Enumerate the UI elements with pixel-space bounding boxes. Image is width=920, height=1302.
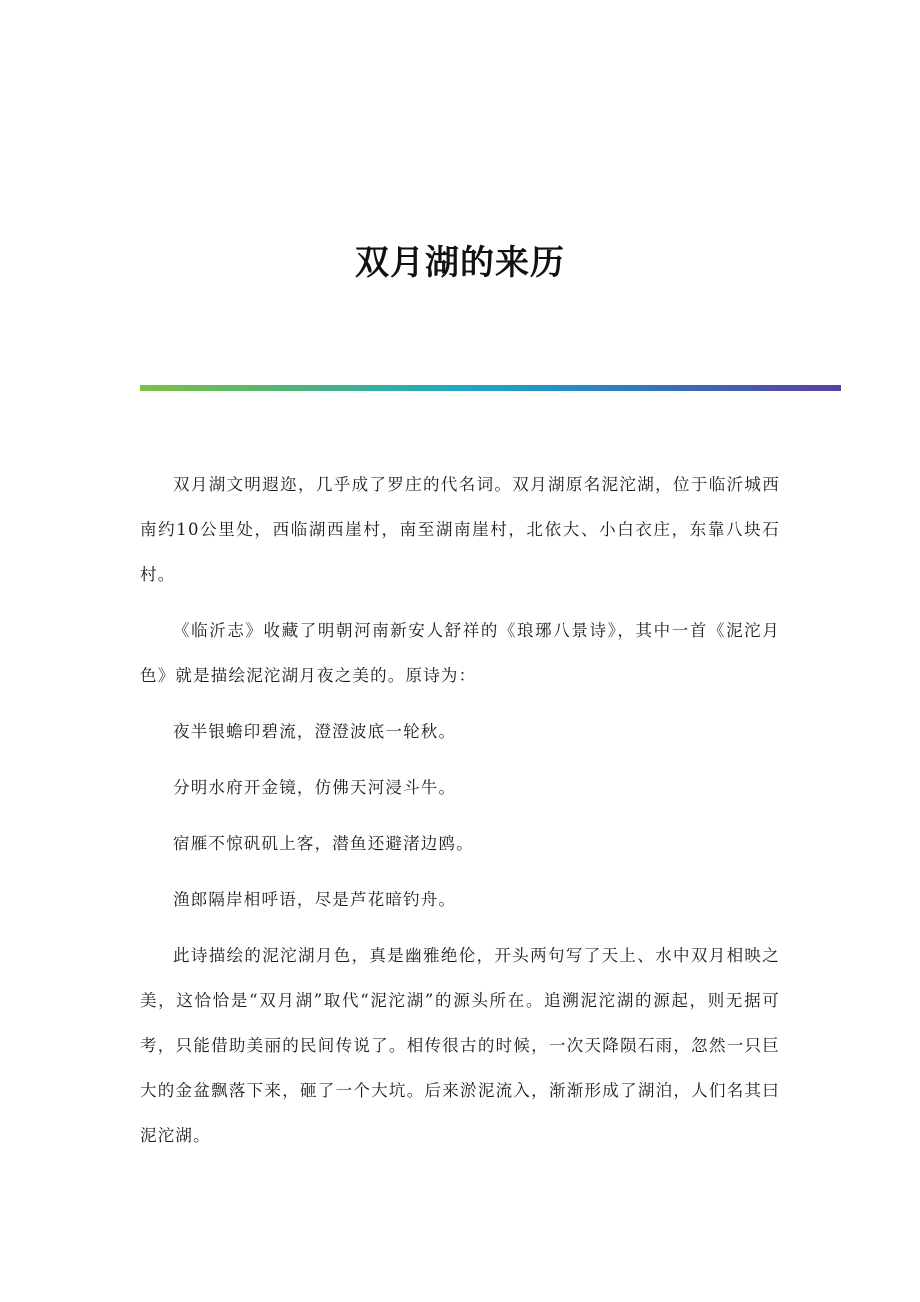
poem-line-4: 渔郎隔岸相呼语，尽是芦花暗钓舟。 [173, 890, 457, 909]
paragraph-intro: 双月湖文明遐迩，几乎成了罗庄的代名词。双月湖原名泥沱湖，位于临沂城西南约10公里处，西临湖西崖村，南至湖南崖村，北依大、小白衣庄，东靠八块石村。 [140, 475, 780, 584]
page-title: 双月湖的来历 [355, 242, 565, 283]
poem-line-1: 夜半银蟾印碧流，澄澄波底一轮秋。 [173, 722, 457, 741]
paragraph-legend: 此诗描绘的泥沱湖月色，真是幽雅绝伦，开头两句写了天上、水中双月相映之美，这恰恰是“双月湖”取代“泥沱湖”的源头所在。追溯泥沱湖的源起，则无据可考，只能借助美丽的民间传说了。相传很古的时候，一次天降陨石雨，忽然一只巨大的金盆飘落下来，砸了一个大坑。后来淤泥流入，渐渐形成了湖泊，人们名其曰泥沱湖。 [140, 946, 780, 1145]
document-body [140, 462, 780, 1169]
title-divider [140, 385, 841, 391]
paragraph-poem-intro: 《临沂志》收藏了明朝河南新安人舒祥的《琅琊八景诗》，其中一首《泥沱月色》就是描绘泥沱湖月夜之美的。原诗为： [140, 621, 780, 685]
poem-line-2: 分明水府开金镜，仿佛天河浸斗牛。 [173, 778, 457, 797]
poem-line-3: 宿雁不惊矾矶上客，潜鱼还避渚边鸥。 [173, 834, 474, 853]
